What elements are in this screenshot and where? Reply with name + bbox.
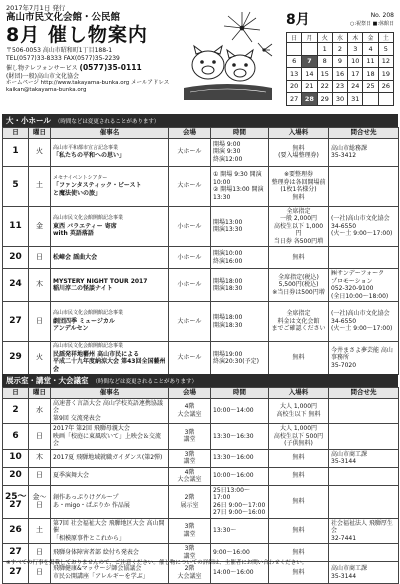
- calendar-day: 11: [363, 55, 378, 68]
- table-row: [3, 467, 399, 485]
- cell-day: 6: [3, 424, 29, 450]
- cell-day: 27: [3, 544, 29, 562]
- cell-contact: 今井まさよ夢芸能 高山事務所 35-7020: [329, 342, 399, 375]
- cell-fee: 無料: [269, 247, 329, 269]
- footer-note: ※すべての行事を掲載しておりませんので、ご注意ください。催し物についての詳細は、主催者にお問い合わせください。: [6, 560, 308, 566]
- cell-fee: 無料: [269, 449, 329, 467]
- calendar-day: 17: [348, 68, 363, 81]
- calendar-day: 9: [332, 55, 347, 68]
- hall-events-table: [2, 127, 399, 375]
- address: 〒506-0053 高山市昭和町1丁目188-1: [6, 47, 113, 54]
- event-subtitle: 高山市民文化会館開館記念事業: [53, 343, 124, 349]
- operator: (財団)一般)高山市文化協会: [6, 72, 80, 80]
- calendar-day: 25: [363, 80, 378, 93]
- calendar-day: 16: [332, 68, 347, 81]
- calendar-day: 7: [302, 55, 317, 68]
- room-events-table: [2, 387, 399, 584]
- event-name: 「私たちの平和への思い」: [53, 152, 126, 159]
- event-subtitle: 高山市平和都市宣言記念事業: [53, 144, 119, 151]
- cell-event: [51, 424, 169, 450]
- cell-event: [51, 302, 169, 342]
- pigs-fireworks-illustration: [180, 10, 275, 102]
- cell-venue: 2階 大会議室: [169, 562, 211, 584]
- calendar-day: 13: [287, 68, 302, 81]
- cell-weekday: 日: [29, 247, 51, 269]
- table-row: [3, 518, 399, 544]
- calendar-day: 1: [317, 43, 332, 56]
- phone-service-number: (0577)35-0111: [79, 63, 142, 72]
- cell-fee: 無料: [269, 544, 329, 562]
- page-title: 8月 催し物案内: [6, 24, 148, 46]
- column-header: 入場料: [269, 388, 329, 399]
- cell-weekday: 火: [29, 138, 51, 166]
- calendar-weekday: 月: [302, 33, 317, 43]
- cell-time: 開演10:00 終演16:00: [211, 247, 269, 269]
- cell-venue: 大ホール: [169, 138, 211, 166]
- cell-time: 13:30〜16:00: [211, 449, 269, 467]
- table-row: [3, 424, 399, 450]
- cell-contact: [329, 166, 399, 206]
- cell-venue: 大ホール: [169, 302, 211, 342]
- calendar-day: 18: [363, 68, 378, 81]
- calendar-day: 6: [287, 55, 302, 68]
- column-header: 入場料: [269, 128, 329, 139]
- section-hall-title: 大・小ホール: [6, 116, 51, 125]
- calendar-day: 12: [378, 55, 393, 68]
- cell-fee: ※要整理券 整理券は各回開場前 (1枚1名様分) 無料: [269, 166, 329, 206]
- cell-contact: [329, 485, 399, 518]
- cell-time: 13:30〜: [211, 518, 269, 544]
- cell-day: 29: [3, 342, 29, 375]
- cell-day: 11: [3, 206, 29, 247]
- cell-weekday: 日: [29, 562, 51, 584]
- calendar-weekday: 金: [363, 33, 378, 43]
- calendar-day: 2: [332, 43, 347, 56]
- event-name: 飛騨身体障害者部 絵付ち発表会: [53, 548, 139, 556]
- event-name: 2017年 第2回 飛騨母親大会 映画「校庭に東風吹いて」上映会＆交流会: [53, 425, 162, 447]
- event-name: 高速書く言語大会 高山学校英語連携協議会 第9回 交流発表会: [53, 399, 163, 422]
- phone-service-label: 催し物テレフォンサービス: [6, 65, 78, 72]
- cell-venue: 大ホール: [169, 342, 211, 375]
- event-name: 夏季演舞大会: [53, 472, 90, 480]
- cell-event: [51, 247, 169, 269]
- org-name: 高山市民文化会館・公民館: [6, 12, 121, 23]
- table-row: [3, 398, 399, 424]
- cell-contact: 高山市商工課 35-3144: [329, 562, 399, 584]
- cell-day: 26: [3, 518, 29, 544]
- table-row: [3, 485, 399, 518]
- cell-time: 開場13:00 開演13:30: [211, 206, 269, 247]
- table-row: [3, 302, 399, 342]
- header: [6, 4, 206, 94]
- cell-venue: 小ホール: [169, 247, 211, 269]
- cell-contact: 社会福祉法人 飛騨厚生会 32-7441: [329, 518, 399, 544]
- cell-fee: 無料: [269, 518, 329, 544]
- cell-contact: [329, 467, 399, 485]
- cell-time: 10:00〜14:00: [211, 398, 269, 424]
- cell-weekday: 日: [29, 467, 51, 485]
- event-subtitle: メセナイベントシアター: [53, 174, 108, 181]
- calendar-day: 5: [378, 43, 393, 56]
- cell-time: 25日13:00〜17:00 26日 9:00〜17:00 27日 9:00〜16:00: [211, 485, 269, 518]
- cell-contact: [329, 398, 399, 424]
- cell-fee: 無料: [269, 485, 329, 518]
- cell-event: [51, 138, 169, 166]
- cell-weekday: 木: [29, 269, 51, 302]
- calendar-day: 27: [287, 93, 302, 106]
- cell-weekday: 日: [29, 544, 51, 562]
- cell-weekday: 金〜日: [29, 485, 51, 518]
- column-header: 問合せ先: [329, 388, 399, 399]
- cell-contact: [329, 424, 399, 450]
- issue-number: No. 208: [370, 12, 394, 19]
- cell-day: 10: [3, 449, 29, 467]
- calendar-day: 23: [332, 80, 347, 93]
- cell-weekday: 水: [29, 398, 51, 424]
- section-room-note: （時間などは変更されることがあります）: [92, 379, 198, 385]
- calendar-month: 8月: [286, 12, 310, 28]
- cell-event: [51, 518, 169, 544]
- cell-fee: 大人 1,000円 高校生以下 無料: [269, 398, 329, 424]
- calendar-weekday: 火: [317, 33, 332, 43]
- calendar-day: 10: [348, 55, 363, 68]
- cell-time: 14:00〜16:00: [211, 562, 269, 584]
- cell-contact: ㈱サンデーフォーク プロモーション 052-320-9100 (全日10:00〜18:00): [329, 269, 399, 302]
- calendar-week: [287, 93, 394, 106]
- cell-day: 25〜27: [3, 485, 29, 518]
- cell-event: [51, 166, 169, 206]
- calendar-day: 15: [317, 68, 332, 81]
- homepage-line: ホームページ http://www.takayama-bunka.org メールアドレス kaikan@takayama-bunka.org: [6, 80, 170, 93]
- column-header: 問合せ先: [329, 128, 399, 139]
- cell-contact: (一社)高山市文化協会 34-6550 (火〜土 9:00〜17:00): [329, 302, 399, 342]
- cell-weekday: 火: [29, 342, 51, 375]
- cell-weekday: 日: [29, 424, 51, 450]
- cell-venue: 大ホール: [169, 166, 211, 206]
- cell-venue: 3階 講堂: [169, 424, 211, 450]
- calendar-grid: [286, 32, 394, 106]
- table-row: [3, 449, 399, 467]
- cell-contact: [329, 544, 399, 562]
- cell-time: 開場 9:00 開演 9:30 終演12:00: [211, 138, 269, 166]
- column-header: 会場: [169, 388, 211, 399]
- cell-venue: 4階 大会議室: [169, 467, 211, 485]
- calendar-legend: ○:祝祭日 ■:休館日: [349, 21, 394, 27]
- column-header: 催事名: [51, 128, 169, 139]
- calendar-week: [287, 43, 394, 56]
- calendar-day: 8: [317, 55, 332, 68]
- event-name: 飛騨健康&マッサージ師会協議会 市民公開講座「アレルギーを学ぶ」: [53, 565, 149, 580]
- calendar-week: [287, 80, 394, 93]
- month-calendar: [286, 12, 394, 106]
- event-name: 2017夏 飛騨地域就職ガイダンス(第2弾): [53, 454, 163, 462]
- calendar-day: 26: [378, 80, 393, 93]
- cell-venue: 3階 講堂: [169, 544, 211, 562]
- column-header: 会場: [169, 128, 211, 139]
- cell-fee: 全席指定(税込) 5,500円(税込) ※当日券は500円増: [269, 269, 329, 302]
- calendar-week: [287, 68, 394, 81]
- cell-fee: 無料 (要入場整理券): [269, 138, 329, 166]
- cell-time: 開場18:00 開演18:30: [211, 269, 269, 302]
- calendar-day: 28: [302, 93, 317, 106]
- cell-day: 20: [3, 467, 29, 485]
- cell-fee: 無料: [269, 342, 329, 375]
- calendar-weekday: 日: [287, 33, 302, 43]
- calendar-day: 20: [287, 80, 302, 93]
- table-row: [3, 206, 399, 247]
- calendar-weekday: 水: [332, 33, 347, 43]
- cell-contact: 高山市商工課 35-3144: [329, 449, 399, 467]
- calendar-day: 24: [348, 80, 363, 93]
- event-name: MYSTERY NIGHT TOUR 2017 稲川淳二の怪談ナイト: [53, 277, 148, 292]
- column-header: 曜日: [29, 128, 51, 139]
- table-row: [3, 269, 399, 302]
- column-header: 催事名: [51, 388, 169, 399]
- issue-date: 2017年7月1日 発行: [6, 4, 66, 12]
- phone-service: [6, 64, 206, 73]
- event-name: 「ファンタスティック・ビースト と魔法使いの旅」: [53, 182, 142, 197]
- cell-day: 20: [3, 247, 29, 269]
- calendar-weekday: 木: [348, 33, 363, 43]
- calendar-day: 21: [302, 80, 317, 93]
- table-row: [3, 166, 399, 206]
- tel-fax: TEL(0577)33-8333 FAX(0577)35-2239: [6, 54, 120, 62]
- section-room-header: [2, 374, 398, 387]
- cell-venue: 3階 講堂: [169, 518, 211, 544]
- event-name: 創作あっぷりけグループ あ・migo・ぱぷりか 作品展: [53, 494, 130, 509]
- cell-venue: 4階 大会議室: [169, 398, 211, 424]
- event-name: 松嶂会 謡曲大会: [53, 253, 98, 261]
- column-header: 時間: [211, 388, 269, 399]
- cell-event: [51, 342, 169, 375]
- cell-event: [51, 485, 169, 518]
- cell-contact: [329, 247, 399, 269]
- cell-fee: 無料: [269, 562, 329, 584]
- cell-weekday: 木: [29, 449, 51, 467]
- calendar-day: 14: [302, 68, 317, 81]
- table-row: [3, 342, 399, 375]
- cell-fee: 全席指定 料金は文化会館 までご確認ください: [269, 302, 329, 342]
- cell-venue: 小ホール: [169, 206, 211, 247]
- section-room-title: 展示室・講堂・大会議室: [6, 376, 89, 385]
- cell-weekday: 日: [29, 302, 51, 342]
- calendar-day: 4: [363, 43, 378, 56]
- cell-event: [51, 467, 169, 485]
- calendar-day: 19: [378, 68, 393, 81]
- calendar-day: 22: [317, 80, 332, 93]
- event-name: 劇団四季 ミュージカル アンデルセン: [53, 317, 115, 333]
- cell-fee: 大人 1,000円 高校生以下 500円 (子供無料): [269, 424, 329, 450]
- calendar-day: [302, 43, 317, 56]
- column-header: 曜日: [29, 388, 51, 399]
- calendar-day: 29: [317, 93, 332, 106]
- cell-weekday: 金: [29, 206, 51, 247]
- cell-day: 1: [3, 138, 29, 166]
- cell-weekday: 土: [29, 518, 51, 544]
- event-name: 東西 バラエティー 寄席 with 英語落語: [53, 222, 117, 237]
- cell-day: 24: [3, 269, 29, 302]
- cell-venue: 2階 展示室: [169, 485, 211, 518]
- cell-event: [51, 269, 169, 302]
- cell-time: 9:00〜16:00: [211, 544, 269, 562]
- column-header: 時間: [211, 128, 269, 139]
- event-subtitle: 高山市民文化会館開館記念事業: [53, 215, 124, 221]
- calendar-weekday: 土: [378, 33, 393, 43]
- column-header: 日: [3, 388, 29, 399]
- cell-fee: 全席指定 一般 2,000円 高校生以下 1,000円 当日券 各500円増: [269, 206, 329, 247]
- cell-day: 5: [3, 166, 29, 206]
- cell-event: [51, 449, 169, 467]
- calendar-day: 31: [348, 93, 363, 106]
- cell-contact: 高山市総務課 35-3412: [329, 138, 399, 166]
- column-header: 日: [3, 128, 29, 139]
- calendar-day: 30: [332, 93, 347, 106]
- event-subtitle: 高山市民文化会館開館記念事業: [53, 310, 124, 317]
- table-row: [3, 247, 399, 269]
- calendar-day: [378, 93, 393, 106]
- cell-day: 2: [3, 398, 29, 424]
- cell-venue: 小ホール: [169, 269, 211, 302]
- calendar-day: 3: [348, 43, 363, 56]
- calendar-week: [287, 55, 394, 68]
- cell-weekday: 土: [29, 166, 51, 206]
- cell-event: [51, 206, 169, 247]
- cell-venue: 3階 講堂: [169, 449, 211, 467]
- section-hall-header: [2, 114, 398, 127]
- calendar-day: [363, 93, 378, 106]
- section-hall-note: （時間などは変更されることがあります）: [54, 119, 160, 125]
- cell-time: 開場19:00 終演20:30(予定): [211, 342, 269, 375]
- cell-fee: 無料: [269, 467, 329, 485]
- cell-event: [51, 398, 169, 424]
- calendar-day: [287, 43, 302, 56]
- table-row: [3, 138, 399, 166]
- cell-time: 13:30〜16:30: [211, 424, 269, 450]
- cell-day: 27: [3, 562, 29, 584]
- event-name: 第7回 社会福祉大会 飛騨地区大会 高山開催 「相模原事件とこれから」: [53, 519, 165, 542]
- cell-time: ① 開場 9:30 開演10:00 ② 開場13:00 開演13:30: [211, 166, 269, 206]
- cell-contact: (一社)高山市文化協会 34-6550 (火〜土 9:00〜17:00): [329, 206, 399, 247]
- cell-day: 27: [3, 302, 29, 342]
- cell-time: 10:00〜16:00: [211, 467, 269, 485]
- cell-time: 開場18:00 開演18:30: [211, 302, 269, 342]
- event-name: 民謡発祥地藝州 高山市民による 平成二十九年度納涼大会 第43回全国藝州会: [53, 350, 166, 373]
